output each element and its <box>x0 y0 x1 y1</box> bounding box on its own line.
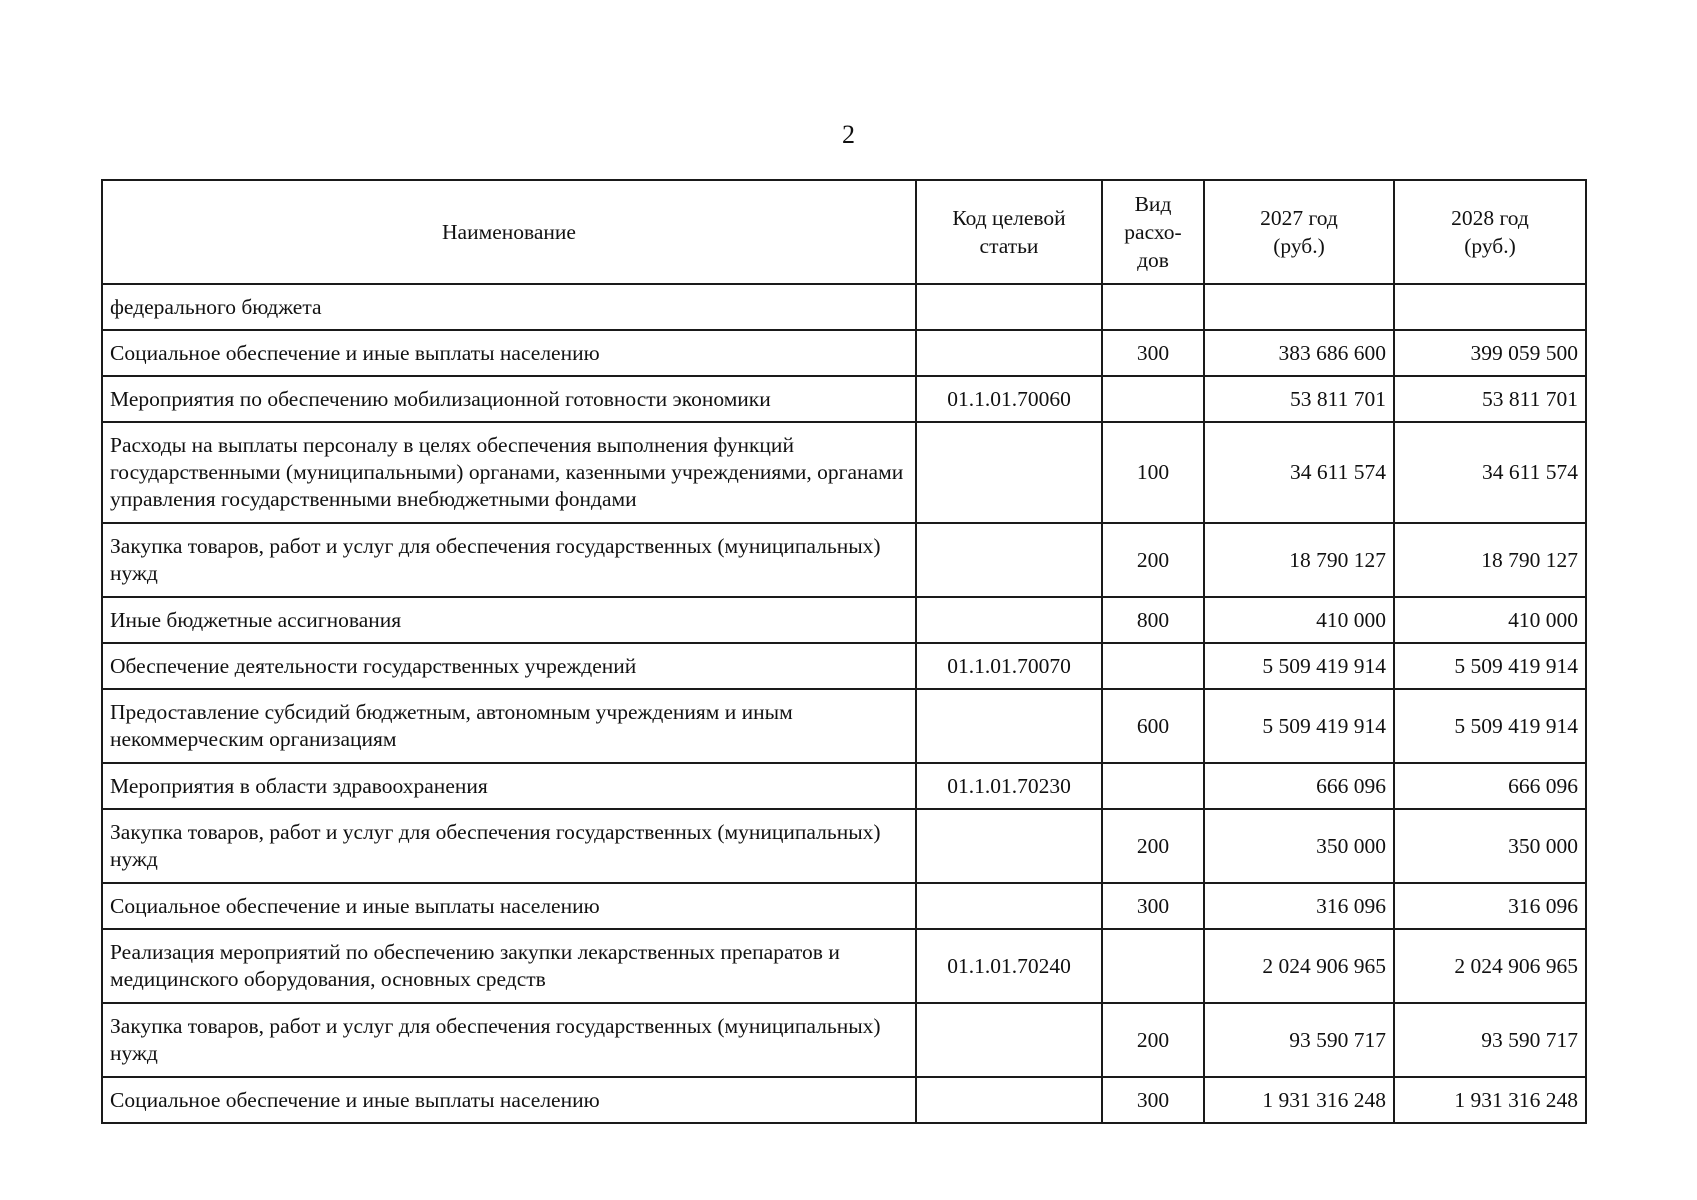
row-kind <box>1102 643 1204 689</box>
table-row <box>102 284 1586 330</box>
header-code: Код целевой статьи <box>916 180 1102 284</box>
row-kind: 300 <box>1102 330 1204 376</box>
row-code <box>916 284 1102 330</box>
row-amount-2027: 34 611 574 <box>1204 422 1394 523</box>
row-kind <box>1102 929 1204 1003</box>
row-amount-2027: 410 000 <box>1204 597 1394 643</box>
header-2028: 2028 год (руб.) <box>1394 180 1586 284</box>
header-kind: Вид расхо- дов <box>1102 180 1204 284</box>
row-amount-2027: 666 096 <box>1204 763 1394 809</box>
row-name: Социальное обеспечение и иные выплаты населению <box>102 1077 916 1123</box>
row-amount-2027: 18 790 127 <box>1204 523 1394 597</box>
row-amount-2027: 350 000 <box>1204 809 1394 883</box>
row-code: 01.1.01.70070 <box>916 643 1102 689</box>
row-kind: 200 <box>1102 523 1204 597</box>
row-kind <box>1102 284 1204 330</box>
row-code <box>916 883 1102 929</box>
row-code <box>916 422 1102 523</box>
row-amount-2027: 5 509 419 914 <box>1204 689 1394 763</box>
row-name: Социальное обеспечение и иные выплаты населению <box>102 883 916 929</box>
row-amount-2028: 5 509 419 914 <box>1394 689 1586 763</box>
row-code <box>916 1003 1102 1077</box>
row-name: Социальное обеспечение и иные выплаты населению <box>102 330 916 376</box>
table-row <box>102 809 1586 883</box>
header-2027: 2027 год (руб.) <box>1204 180 1394 284</box>
row-name: Мероприятия в области здравоохранения <box>102 763 916 809</box>
row-amount-2028: 1 931 316 248 <box>1394 1077 1586 1123</box>
row-code: 01.1.01.70060 <box>916 376 1102 422</box>
row-kind <box>1102 763 1204 809</box>
budget-table <box>101 179 1587 1124</box>
table-row <box>102 643 1586 689</box>
row-amount-2028: 316 096 <box>1394 883 1586 929</box>
row-amount-2027: 53 811 701 <box>1204 376 1394 422</box>
row-amount-2027 <box>1204 284 1394 330</box>
row-code <box>916 689 1102 763</box>
row-kind: 600 <box>1102 689 1204 763</box>
row-amount-2027: 5 509 419 914 <box>1204 643 1394 689</box>
row-amount-2028: 2 024 906 965 <box>1394 929 1586 1003</box>
table-row <box>102 330 1586 376</box>
table-row <box>102 763 1586 809</box>
row-amount-2027: 316 096 <box>1204 883 1394 929</box>
row-amount-2027: 93 590 717 <box>1204 1003 1394 1077</box>
row-name: Реализация мероприятий по обеспечению закупки лекарственных препаратов и медицинского оборудования, основных средств <box>102 929 916 1003</box>
row-name: Закупка товаров, работ и услуг для обеспечения государственных (муниципальных) нужд <box>102 1003 916 1077</box>
row-amount-2028: 18 790 127 <box>1394 523 1586 597</box>
row-amount-2028: 350 000 <box>1394 809 1586 883</box>
table-header-row <box>102 180 1586 284</box>
row-code <box>916 330 1102 376</box>
row-code <box>916 1077 1102 1123</box>
row-amount-2028: 34 611 574 <box>1394 422 1586 523</box>
row-name: федерального бюджета <box>102 284 916 330</box>
row-amount-2028: 410 000 <box>1394 597 1586 643</box>
header-name: Наименование <box>102 180 916 284</box>
row-kind: 200 <box>1102 1003 1204 1077</box>
row-amount-2028: 5 509 419 914 <box>1394 643 1586 689</box>
row-kind <box>1102 376 1204 422</box>
row-code: 01.1.01.70240 <box>916 929 1102 1003</box>
table-row <box>102 929 1586 1003</box>
table-row <box>102 523 1586 597</box>
row-kind: 100 <box>1102 422 1204 523</box>
row-kind: 300 <box>1102 883 1204 929</box>
row-amount-2027: 1 931 316 248 <box>1204 1077 1394 1123</box>
row-name: Предоставление субсидий бюджетным, автономным учреждениям и иным некоммерческим организациям <box>102 689 916 763</box>
row-code <box>916 597 1102 643</box>
row-kind: 200 <box>1102 809 1204 883</box>
row-amount-2028 <box>1394 284 1586 330</box>
row-name: Закупка товаров, работ и услуг для обеспечения государственных (муниципальных) нужд <box>102 523 916 597</box>
row-name: Расходы на выплаты персоналу в целях обеспечения выполнения функций государственными (муниципальными) органами, казенными учреждениями, органами управления государственными внебюджетными фондами <box>102 422 916 523</box>
table-row <box>102 689 1586 763</box>
table-row <box>102 883 1586 929</box>
row-code <box>916 523 1102 597</box>
row-code <box>916 809 1102 883</box>
row-amount-2028: 399 059 500 <box>1394 330 1586 376</box>
row-amount-2028: 53 811 701 <box>1394 376 1586 422</box>
row-kind: 300 <box>1102 1077 1204 1123</box>
table-row <box>102 597 1586 643</box>
table-row <box>102 1003 1586 1077</box>
table-row <box>102 376 1586 422</box>
row-kind: 800 <box>1102 597 1204 643</box>
table-row <box>102 422 1586 523</box>
row-code: 01.1.01.70230 <box>916 763 1102 809</box>
row-amount-2027: 2 024 906 965 <box>1204 929 1394 1003</box>
row-amount-2027: 383 686 600 <box>1204 330 1394 376</box>
table-row <box>102 1077 1586 1123</box>
page-number: 2 <box>842 120 855 149</box>
row-amount-2028: 666 096 <box>1394 763 1586 809</box>
row-name: Обеспечение деятельности государственных учреждений <box>102 643 916 689</box>
row-name: Мероприятия по обеспечению мобилизационной готовности экономики <box>102 376 916 422</box>
row-name: Закупка товаров, работ и услуг для обеспечения государственных (муниципальных) нужд <box>102 809 916 883</box>
row-name: Иные бюджетные ассигнования <box>102 597 916 643</box>
row-amount-2028: 93 590 717 <box>1394 1003 1586 1077</box>
